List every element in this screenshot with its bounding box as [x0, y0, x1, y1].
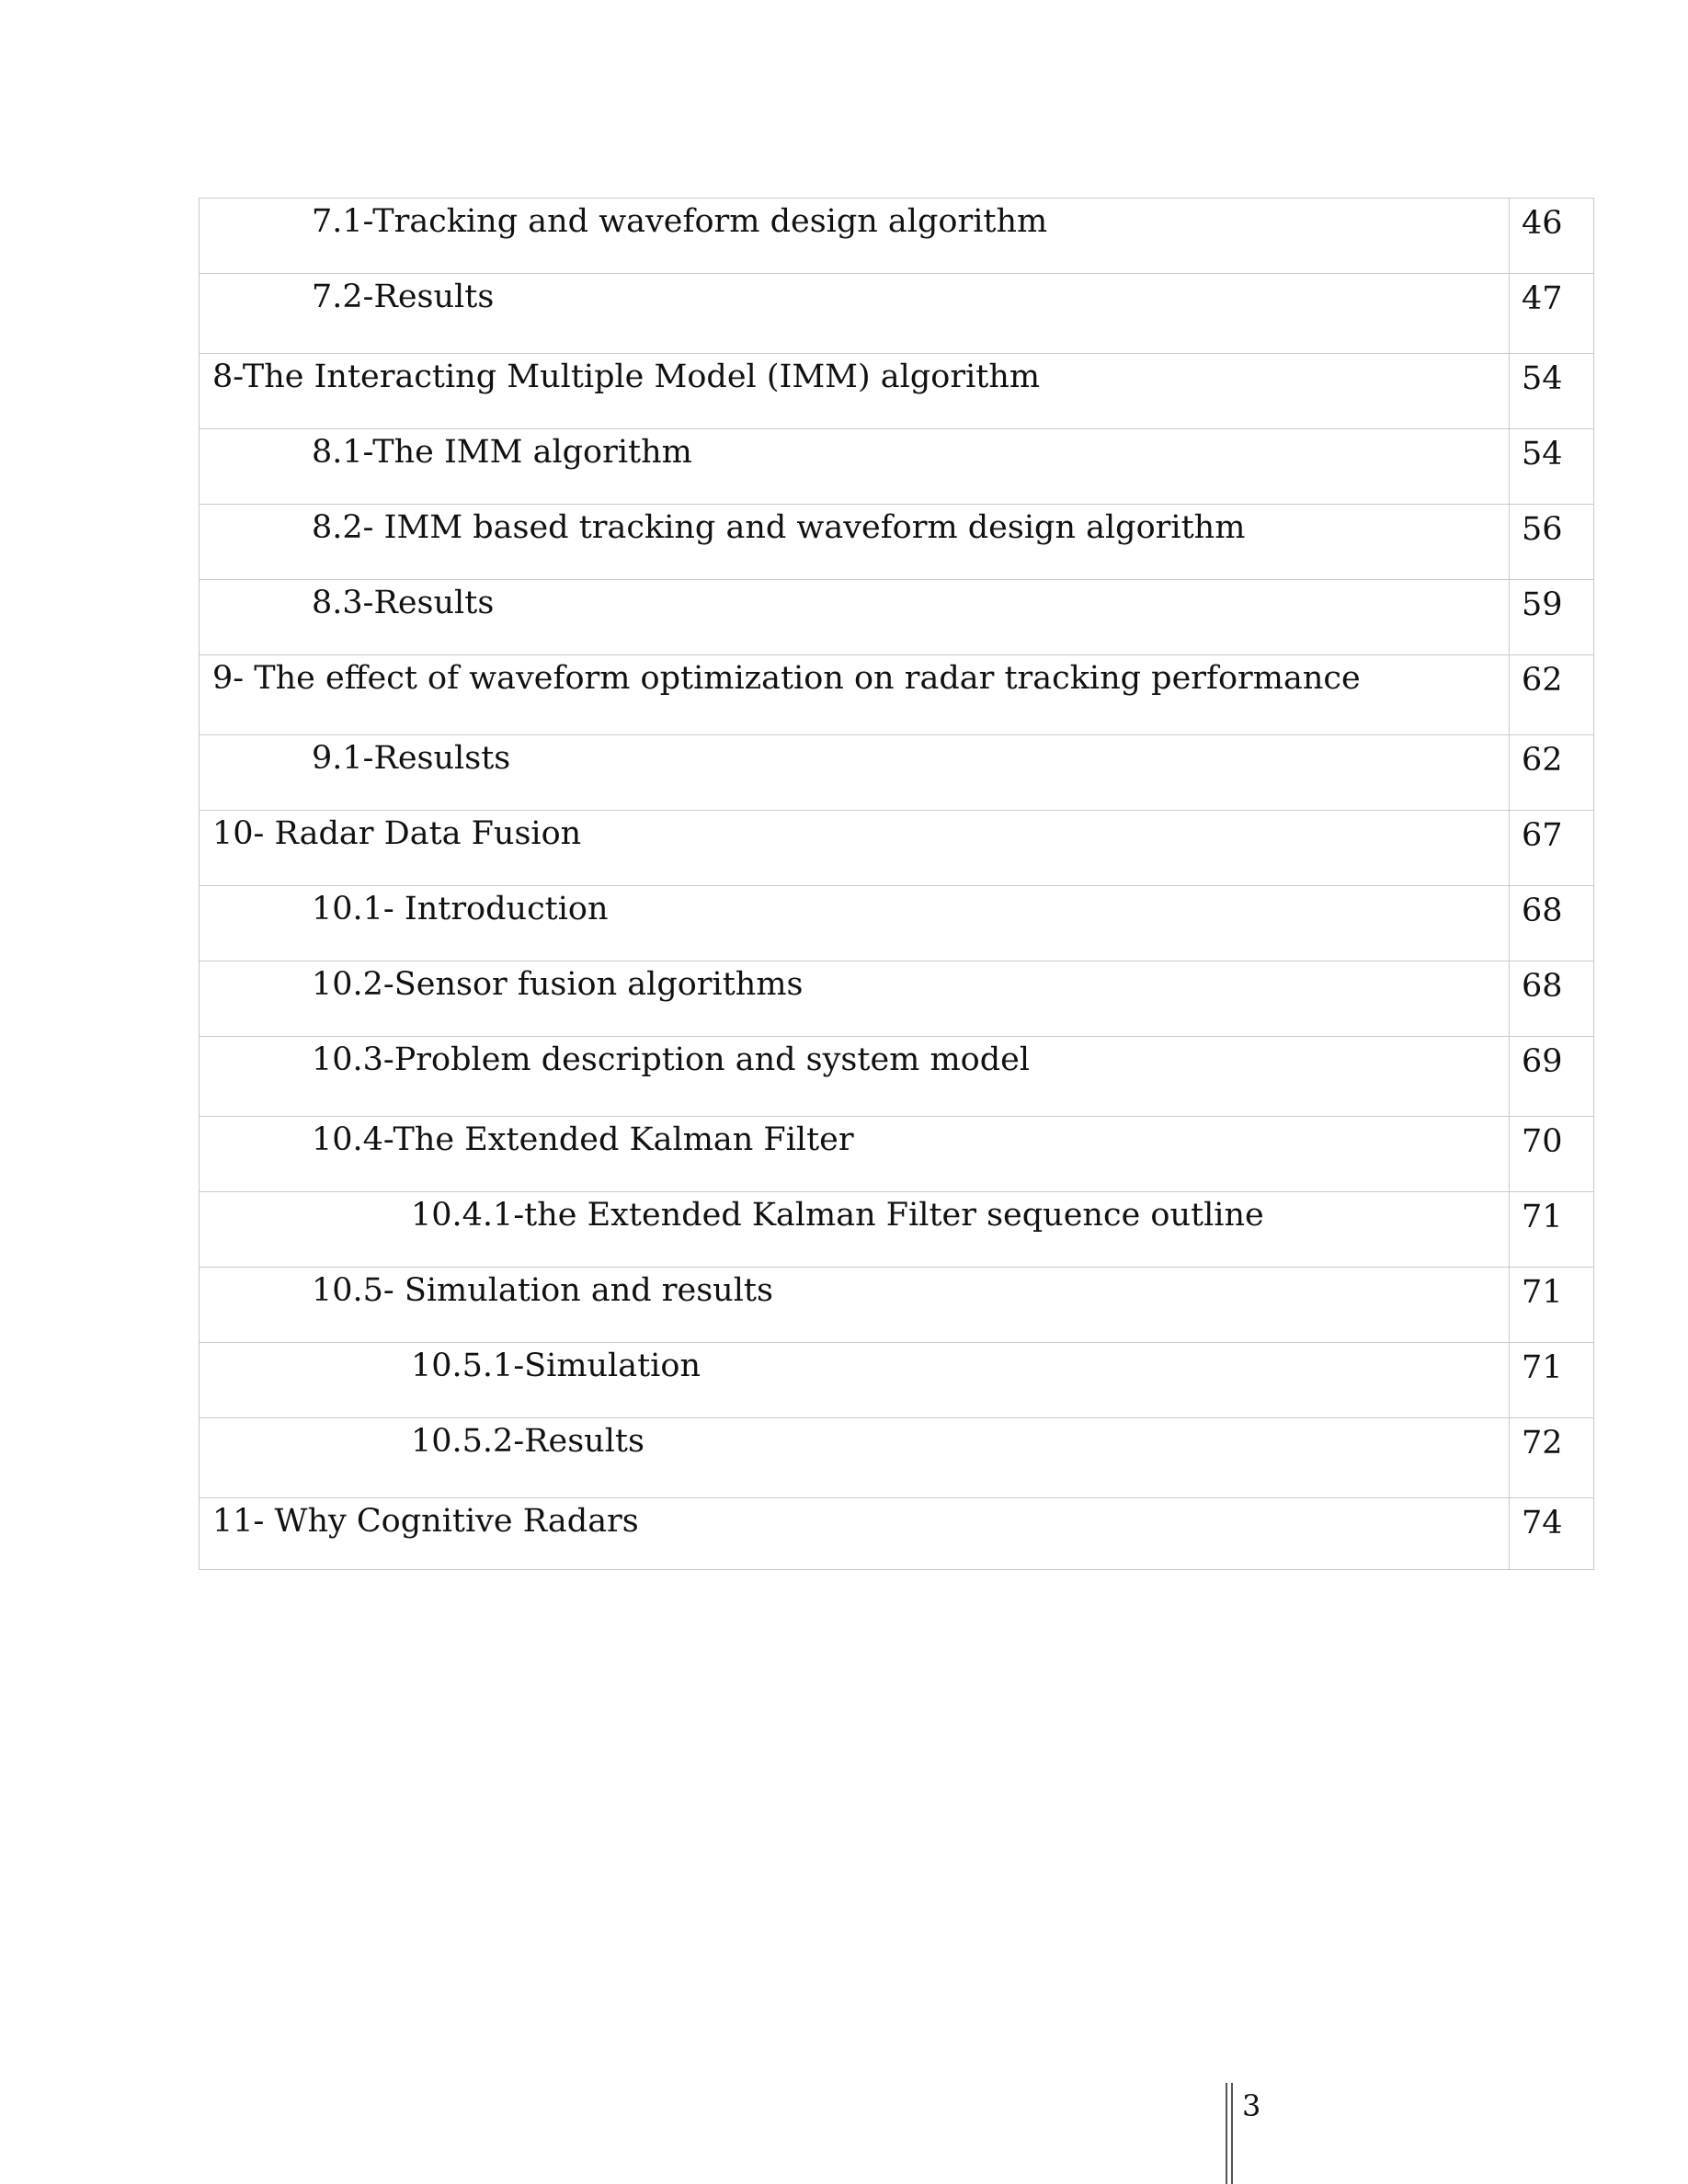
toc-entry-title: 10.3-Problem description and system model: [200, 1037, 1510, 1117]
toc-entry-title: 8.1-The IMM algorithm: [200, 429, 1510, 505]
toc-row: [200, 811, 1594, 886]
toc-entry-title: 10.2-Sensor fusion algorithms: [200, 961, 1510, 1037]
toc-entry-title: 9.1-Resulsts: [200, 735, 1510, 811]
toc-row: [200, 886, 1594, 961]
toc-entry-page-number: 68: [1510, 961, 1594, 1037]
toc-entry-title: 7.2-Results: [200, 274, 1510, 354]
toc-row: [200, 655, 1594, 735]
footer-rule-line: [1231, 2083, 1233, 2184]
toc-row: [200, 1498, 1594, 1570]
toc-entry-page-number: 69: [1510, 1037, 1594, 1117]
toc-row: [200, 1037, 1594, 1117]
toc-entry-page-number: 59: [1510, 580, 1594, 655]
toc-row: [200, 199, 1594, 274]
toc-entry-title: 10.5.2-Results: [200, 1418, 1510, 1498]
toc-row: [200, 429, 1594, 505]
toc-entry-page-number: 68: [1510, 886, 1594, 961]
toc-entry-title: 7.1-Tracking and waveform design algorithm: [200, 199, 1510, 274]
toc-entry-title: 10.1- Introduction: [200, 886, 1510, 961]
toc-entry-page-number: 62: [1510, 655, 1594, 735]
toc-entry-title: 10- Radar Data Fusion: [200, 811, 1510, 886]
toc-row: [200, 961, 1594, 1037]
toc-entry-title: 8-The Interacting Multiple Model (IMM) algorithm: [200, 354, 1510, 429]
toc-row: [200, 505, 1594, 580]
toc-entry-page-number: 54: [1510, 354, 1594, 429]
footer-rule-line: [1226, 2083, 1227, 2184]
toc-row: [200, 1117, 1594, 1192]
toc-row: [200, 354, 1594, 429]
toc-row: [200, 1268, 1594, 1343]
toc-entry-page-number: 71: [1510, 1268, 1594, 1343]
toc-entry-page-number: 74: [1510, 1498, 1594, 1570]
table-of-contents: [199, 198, 1594, 1570]
toc-entry-title: 11- Why Cognitive Radars: [200, 1498, 1510, 1570]
toc-entry-page-number: 72: [1510, 1418, 1594, 1498]
toc-entry-title: 10.4-The Extended Kalman Filter: [200, 1117, 1510, 1192]
toc-row: [200, 580, 1594, 655]
toc-row: [200, 1192, 1594, 1268]
toc-entry-title: 10.5.1-Simulation: [200, 1343, 1510, 1418]
toc-entry-title: 8.3-Results: [200, 580, 1510, 655]
page-number: 3: [1242, 2088, 1261, 2123]
toc-entry-title: 10.5- Simulation and results: [200, 1268, 1510, 1343]
toc-entry-page-number: 54: [1510, 429, 1594, 505]
toc-row: [200, 1343, 1594, 1418]
toc-entry-page-number: 46: [1510, 199, 1594, 274]
toc-entry-page-number: 71: [1510, 1343, 1594, 1418]
toc-row: [200, 735, 1594, 811]
toc-entry-page-number: 71: [1510, 1192, 1594, 1268]
page-footer: [1226, 2083, 1409, 2184]
toc-entry-page-number: 70: [1510, 1117, 1594, 1192]
toc-body: [200, 199, 1594, 1570]
toc-entry-title: 9- The effect of waveform optimization on radar tracking performance: [200, 655, 1510, 735]
toc-entry-title: 10.4.1-the Extended Kalman Filter sequence outline: [200, 1192, 1510, 1268]
toc-row: [200, 1418, 1594, 1498]
toc-row: [200, 274, 1594, 354]
toc-entry-page-number: 47: [1510, 274, 1594, 354]
toc-entry-page-number: 67: [1510, 811, 1594, 886]
toc-entry-page-number: 56: [1510, 505, 1594, 580]
toc-entry-title: 8.2- IMM based tracking and waveform design algorithm: [200, 505, 1510, 580]
toc-entry-page-number: 62: [1510, 735, 1594, 811]
